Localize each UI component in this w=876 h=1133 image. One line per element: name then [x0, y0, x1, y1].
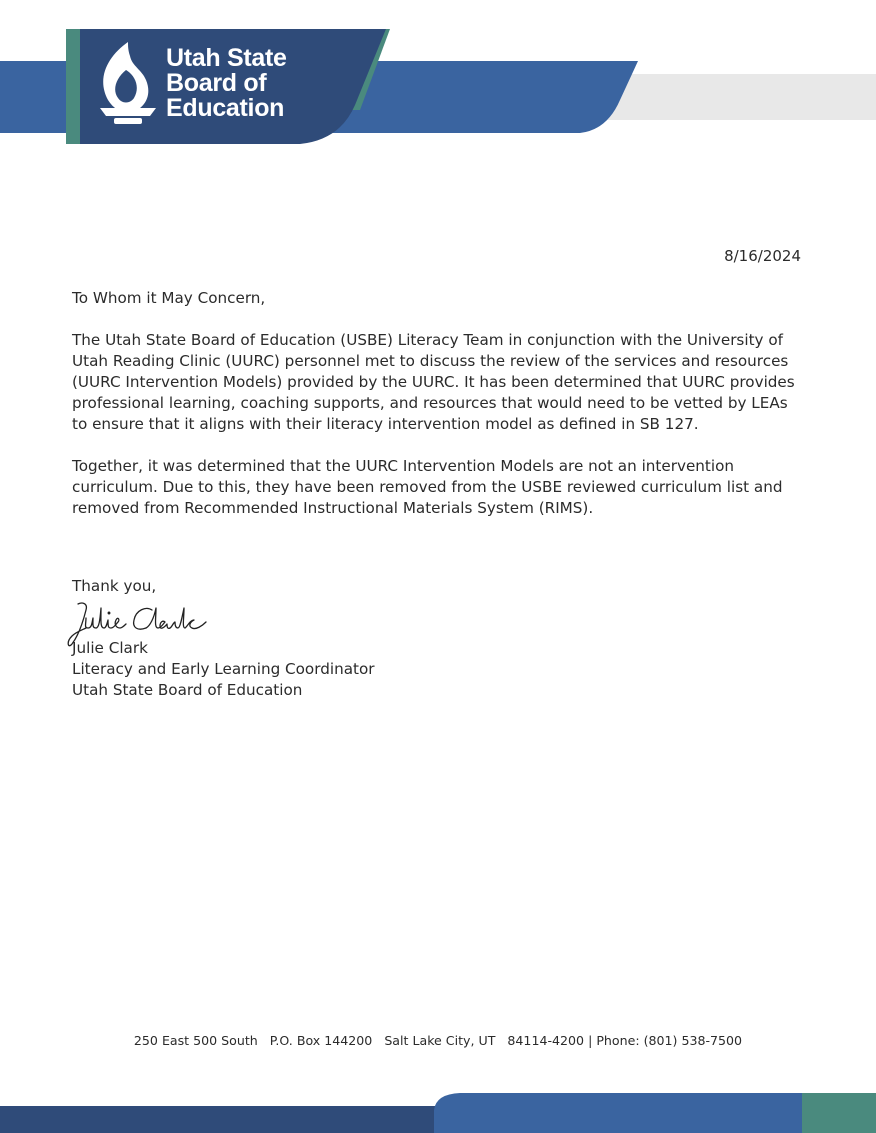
salutation: To Whom it May Concern, [72, 289, 266, 307]
signer-name: Julie Clark [72, 639, 148, 657]
letterhead-banner [0, 0, 876, 160]
signer-organization: Utah State Board of Education [72, 681, 303, 699]
logo-line-3: Education [166, 94, 285, 122]
letter-date: 8/16/2024 [724, 247, 801, 265]
logo-line-2: Board of [166, 69, 267, 97]
letter-body [72, 288, 807, 540]
logo-line-1: Utah State [166, 44, 287, 72]
organization-logo-text [166, 46, 336, 121]
closing: Thank you, [72, 577, 157, 595]
footer-banner [0, 1090, 876, 1133]
paragraph-2: Together, it was determined that the UURC Intervention Models are not an intervention curriculum. Due to this, they have been removed from the USBE reviewed curriculum list and removed from Recommended Instructional Materials System (RIMS). [72, 457, 783, 517]
footer-address: 250 East 500 South P.O. Box 144200 Salt Lake City, UT 84114-4200 | Phone: (801) 538-7500 [133, 1033, 743, 1048]
signer-title: Literacy and Early Learning Coordinator [72, 660, 375, 678]
signer-block [72, 638, 375, 701]
paragraph-1: The Utah State Board of Education (USBE) Literacy Team in conjunction with the University of Utah Reading Clinic (UURC) personnel met to discuss the review of the services and resources (UURC Intervention Models) provided by the UURC. It has been determined that UURC provides professional learning, coaching supports, and resources that would need to be vetted by LEAs to ensure that it aligns with their literacy intervention model as defined in SB 127. [72, 331, 795, 433]
